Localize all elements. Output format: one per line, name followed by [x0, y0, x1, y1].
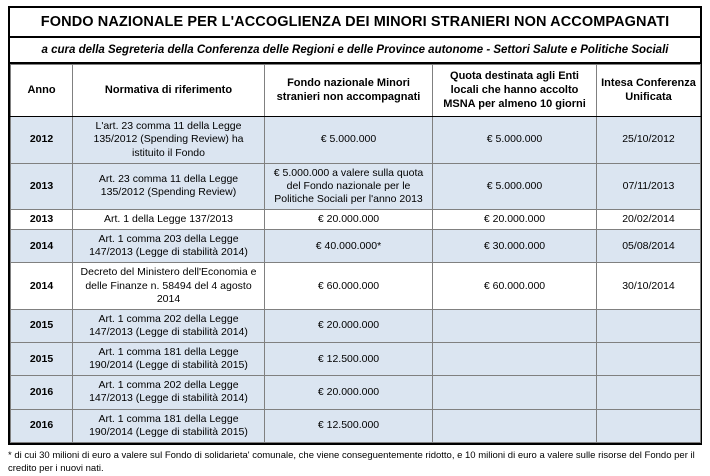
page-title: FONDO NAZIONALE PER L'ACCOGLIENZA DEI MINORI STRANIERI NON ACCOMPAGNATI — [10, 8, 700, 38]
cell-intesa: 07/11/2013 — [597, 163, 701, 209]
cell-fondo: € 60.000.000 — [265, 263, 433, 309]
cell-intesa: 30/10/2014 — [597, 263, 701, 309]
cell-quota — [433, 409, 597, 442]
cell-quota — [433, 343, 597, 376]
cell-intesa — [597, 376, 701, 409]
cell-quota: € 5.000.000 — [433, 163, 597, 209]
column-header-intesa: Intesa Conferenza Unificata — [597, 65, 701, 117]
cell-fondo: € 20.000.000 — [265, 210, 433, 230]
document-frame — [8, 6, 702, 445]
cell-intesa — [597, 343, 701, 376]
cell-quota — [433, 309, 597, 342]
cell-normativa: Decreto del Ministero dell'Economia e delle Finanze n. 58494 del 4 agosto 2014 — [73, 263, 265, 309]
cell-normativa: Art. 23 comma 11 della Legge 135/2012 (Spending Review) — [73, 163, 265, 209]
cell-anno: 2016 — [11, 376, 73, 409]
table-row — [11, 409, 701, 442]
table-header — [11, 65, 701, 117]
cell-fondo: € 5.000.000 — [265, 117, 433, 163]
table-row — [11, 376, 701, 409]
cell-anno: 2013 — [11, 210, 73, 230]
fondo-table — [10, 64, 701, 443]
document-subtitle: a cura della Segreteria della Conferenza delle Regioni e delle Province autonome - Settori Salute e Politiche Sociali — [10, 38, 700, 64]
table-header-row — [11, 65, 701, 117]
cell-intesa — [597, 409, 701, 442]
column-header-anno: Anno — [11, 65, 73, 117]
table-body — [11, 117, 701, 443]
cell-normativa: Art. 1 comma 181 della Legge 190/2014 (Legge di stabilità 2015) — [73, 343, 265, 376]
cell-normativa: Art. 1 comma 203 della Legge 147/2013 (Legge di stabilità 2014) — [73, 230, 265, 263]
cell-anno: 2016 — [11, 409, 73, 442]
cell-intesa: 20/02/2014 — [597, 210, 701, 230]
cell-quota: € 30.000.000 — [433, 230, 597, 263]
table-row — [11, 210, 701, 230]
table-row — [11, 309, 701, 342]
cell-intesa: 25/10/2012 — [597, 117, 701, 163]
cell-normativa: Art. 1 comma 181 della Legge 190/2014 (Legge di stabilità 2015) — [73, 409, 265, 442]
cell-quota: € 60.000.000 — [433, 263, 597, 309]
cell-anno: 2013 — [11, 163, 73, 209]
table-footnote: * di cui 30 milioni di euro a valere sul Fondo di solidarieta' comunale, che viene conseguentemente ridotto, e 10 milioni di euro a valere sulle risorse del Fondo per il credito per i nuovi nati. — [8, 449, 695, 474]
cell-normativa: Art. 1 comma 202 della Legge 147/2013 (Legge di stabilità 2014) — [73, 376, 265, 409]
cell-anno: 2012 — [11, 117, 73, 163]
column-header-quota: Quota destinata agli Enti locali che hanno accolto MSNA per almeno 10 giorni — [433, 65, 597, 117]
cell-normativa: Art. 1 della Legge 137/2013 — [73, 210, 265, 230]
cell-fondo: € 20.000.000 — [265, 376, 433, 409]
cell-intesa — [597, 309, 701, 342]
cell-quota: € 5.000.000 — [433, 117, 597, 163]
cell-fondo: € 12.500.000 — [265, 343, 433, 376]
cell-normativa: Art. 1 comma 202 della Legge 147/2013 (Legge di stabilità 2014) — [73, 309, 265, 342]
cell-anno: 2014 — [11, 230, 73, 263]
cell-fondo: € 5.000.000 a valere sulla quota del Fondo nazionale per le Politiche Sociali per l'anno 2013 — [265, 163, 433, 209]
cell-fondo: € 20.000.000 — [265, 309, 433, 342]
cell-fondo: € 12.500.000 — [265, 409, 433, 442]
table-row — [11, 343, 701, 376]
cell-fondo: € 40.000.000* — [265, 230, 433, 263]
cell-quota: € 20.000.000 — [433, 210, 597, 230]
cell-anno: 2015 — [11, 343, 73, 376]
cell-anno: 2014 — [11, 263, 73, 309]
cell-anno: 2015 — [11, 309, 73, 342]
column-header-normativa: Normativa di riferimento — [73, 65, 265, 117]
cell-normativa: L'art. 23 comma 11 della Legge 135/2012 (Spending Review) ha istituito il Fondo — [73, 117, 265, 163]
cell-intesa: 05/08/2014 — [597, 230, 701, 263]
table-row — [11, 163, 701, 209]
table-row — [11, 117, 701, 163]
column-header-fondo: Fondo nazionale Minori stranieri non accompagnati — [265, 65, 433, 117]
cell-quota — [433, 376, 597, 409]
table-row — [11, 230, 701, 263]
table-row — [11, 263, 701, 309]
